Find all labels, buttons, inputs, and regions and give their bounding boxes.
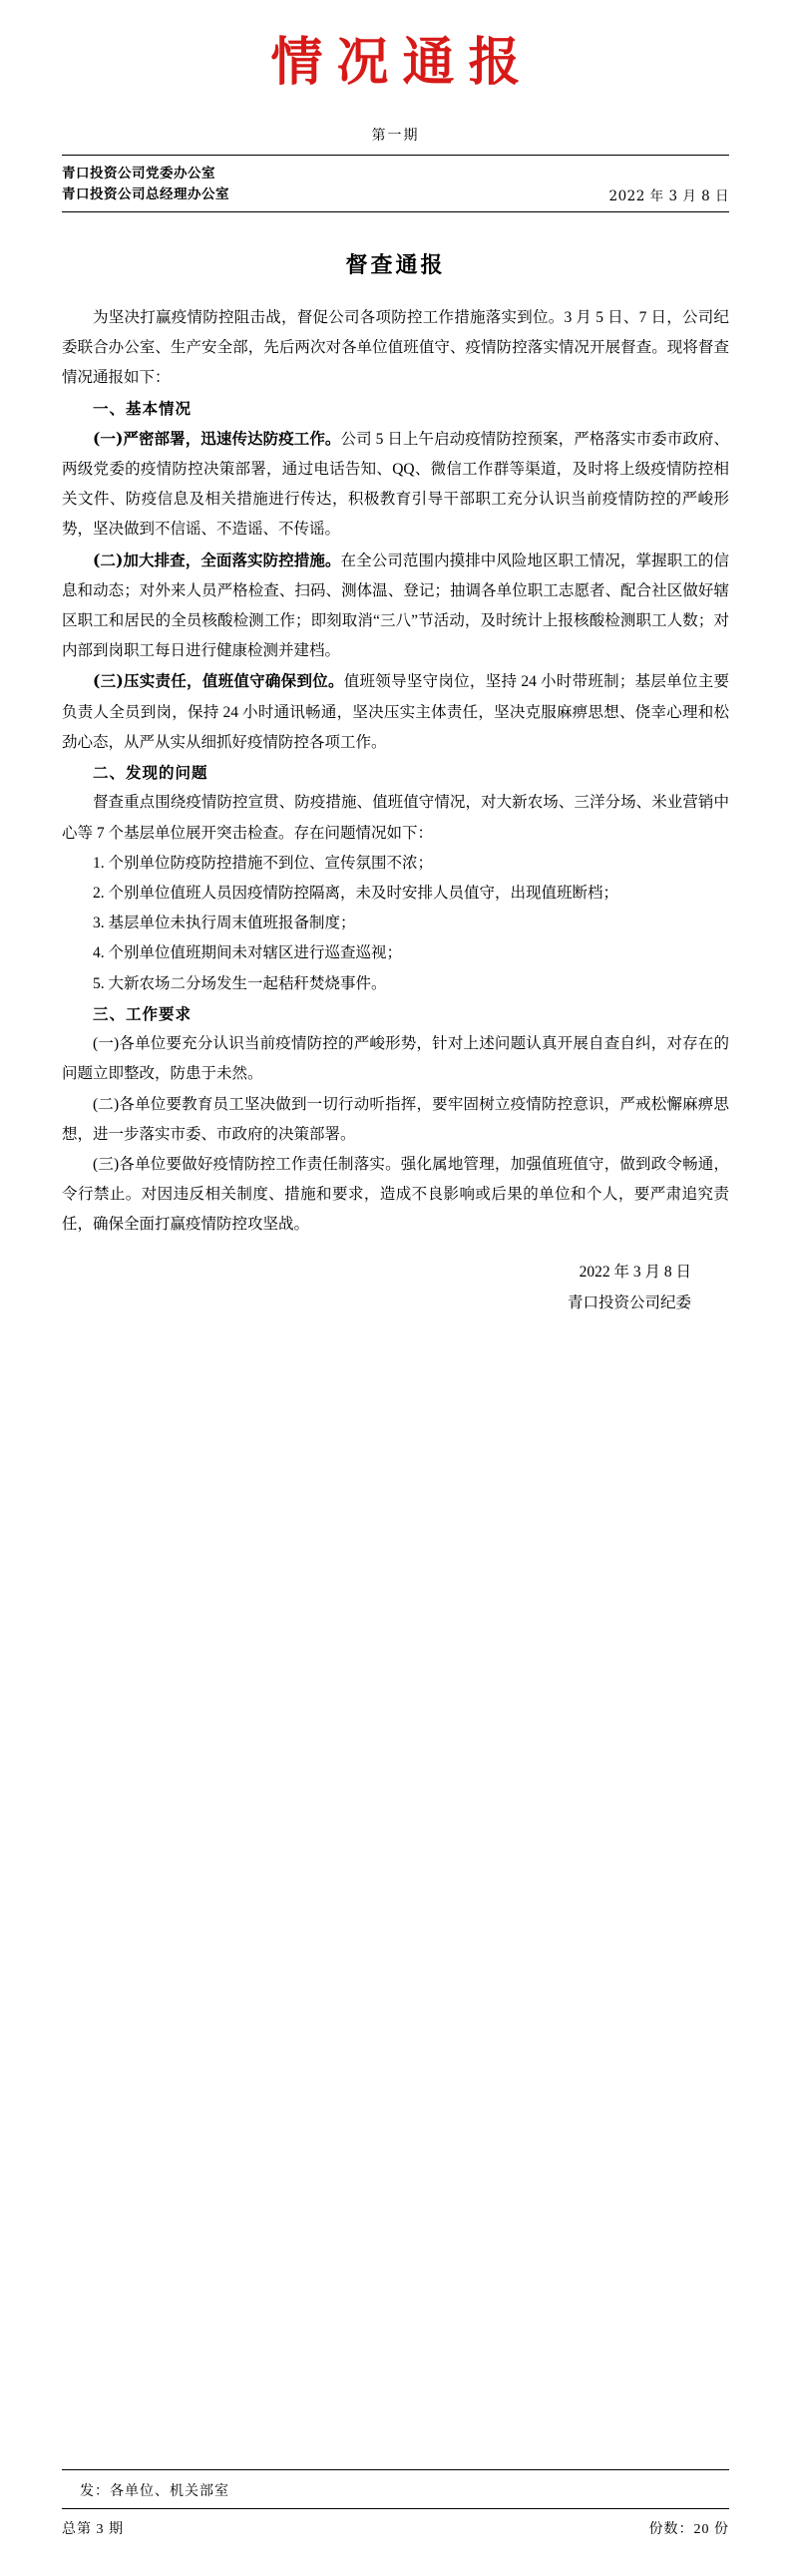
paragraph-intro: 为坚决打赢疫情防控阻击战，督促公司各项防控工作措施落实到位。3 月 5 日、7 日，公司纪委联合办公室、生产安全部，先后两次对各单位值班值守、疫情防控落实情况开展督查。现将督查情况通报如下： <box>62 308 729 387</box>
paragraph-1-1-lead: (一)严密部署，迅速传达防疫工作。 <box>93 428 341 448</box>
paragraph-1-3 <box>62 666 729 758</box>
signature-block <box>62 1257 729 1318</box>
issuing-offices <box>62 164 229 205</box>
issue-item-4: 4. 个别单位值班期间未对辖区进行巡查巡视； <box>93 944 403 962</box>
paragraph-3-2: (二)各单位要教育员工坚决做到一切行动听指挥，要牢固树立疫情防控意识，严戒松懈麻痹思想，进一步落实市委、市政府的决策部署。 <box>62 1095 729 1143</box>
masthead <box>62 0 729 95</box>
masthead-rule-bottom <box>62 211 729 212</box>
paragraph-3-3: (三)各单位要做好疫情防控工作责任制落实。强化属地管理，加强值班值守，做到政令畅通，令行禁止。对因违反相关制度、措施和要求，造成不良影响或后果的单位和个人，要严肃追究责任，确保全面打赢疫情防控攻坚战。 <box>62 1155 729 1234</box>
footer-copies: 份数：20 份 <box>648 2522 729 2537</box>
issuing-office-block <box>62 156 729 211</box>
footer-distribution: 发：各单位、机关部室 <box>80 2484 229 2499</box>
document-date: 2022 年 3 月 8 日 <box>608 187 729 204</box>
paragraph-1-2 <box>62 546 729 667</box>
masthead-title: 情况通报 <box>270 32 535 93</box>
document-body <box>62 303 729 1241</box>
paragraph-1-2-lead: (二)加大排查，全面落实防控措施。 <box>93 550 341 569</box>
paragraph-1-1-text: 公司 5 日上午启动疫情防控预案，严格落实市委市政府、两级党委的疫情防控决策部署，通过电话告知、QQ、微信工作群等渠道，及时将上级疫情防控相关文件、防疫信息及相关措施进行传达，积极教育引导干部职工充分认识当前疫情防控的严峻形势，坚决做到不信谣、不造谣、不传谣。 <box>62 430 729 539</box>
issuing-office-line-2: 青口投资公司总经理办公室 <box>62 185 229 202</box>
issue-item-2: 2. 个别单位值班人员因疫情防控隔离，未及时安排人员值守，出现值班断档； <box>93 885 619 902</box>
document-title: 督查通报 <box>345 251 446 278</box>
signature-organization: 青口投资公司纪委 <box>567 1293 691 1311</box>
paragraph-2-intro: 督查重点围绕疫情防控宣贯、防疫措施、值班值守情况，对大新农场、三洋分场、米业营销中心等 7 个基层单位展开突击检查。存在问题情况如下： <box>62 794 729 842</box>
paragraph-1-2-text: 在全公司范围内摸排中风险地区职工情况，掌握职工的信息和动态；对外来人员严格检查、扫码、测体温、登记；抽调各单位职工志愿者、配合社区做好辖区职工和居民的全员核酸检测工作；即刻取消“三八”节活动，及时统计上报核酸检测职工人数；对内部到岗职工每日进行健康检测并建档。 <box>62 552 729 660</box>
paragraph-3-1: (一)各单位要充分认识当前疫情防控的严峻形势，针对上述问题认真开展自查自纠，对存在的问题立即整改，防患于未然。 <box>62 1035 729 1083</box>
footer-meta <box>62 2509 729 2538</box>
issue-item-3: 3. 基层单位未执行周末值班报备制度； <box>93 915 356 932</box>
section-heading-1: 一、基本情况 <box>93 398 193 418</box>
paragraph-1-3-lead: (三)压实责任，值班值守确保到位。 <box>93 671 344 691</box>
issue-number: 第一期 <box>371 129 420 144</box>
paragraph-1-3-text: 值班领导坚守岗位，坚持 24 小时带班制；基层单位主要负责人全员到岗，保持 24 小时通讯畅通，坚决压实主体责任，坚决克服麻痹思想、侥幸心理和松劲心态，从严从实从细抓好疫情防控各项工作。 <box>62 673 729 751</box>
paragraph-1-1 <box>62 424 729 546</box>
issue-item-1: 1. 个别单位防疫防控措施不到位、宣传氛围不浓； <box>93 854 434 872</box>
document-footer <box>62 2469 729 2538</box>
issuing-office-line-1: 青口投资公司党委办公室 <box>62 166 215 182</box>
footer-issue-total: 总第 3 期 <box>62 2522 124 2537</box>
signature-date: 2022 年 3 月 8 日 <box>579 1263 691 1281</box>
section-heading-3: 三、工作要求 <box>93 1003 193 1023</box>
section-heading-2: 二、发现的问题 <box>93 763 208 783</box>
issue-item-5: 5. 大新农场二分场发生一起秸秆焚烧事件。 <box>93 974 387 992</box>
